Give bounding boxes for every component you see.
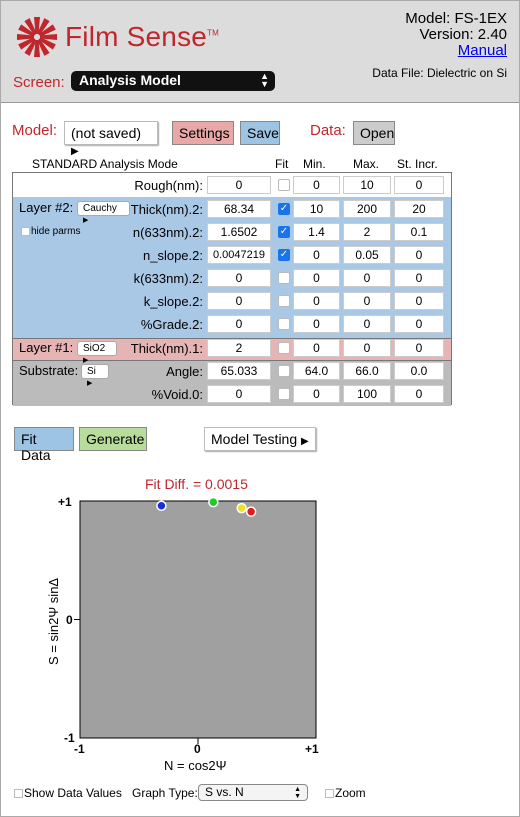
data-point-3 — [247, 507, 256, 516]
min-input-angle[interactable]: 64.0 — [293, 362, 340, 380]
y-tick-mid: 0 — [66, 613, 73, 627]
triangle-right-icon: ▶ — [83, 357, 89, 364]
fit-checkbox-thick1[interactable] — [278, 342, 290, 354]
incr-input-n2[interactable]: 0.1 — [394, 223, 444, 241]
col-min: Min. — [303, 157, 326, 171]
incr-input-thick2[interactable]: 20 — [394, 200, 444, 218]
model-testing-popup[interactable] — [204, 427, 316, 451]
max-input-kslope2[interactable]: 0 — [343, 292, 391, 310]
incr-input-grade2[interactable]: 0 — [394, 315, 444, 333]
row-label-kslope2: k_slope.2: — [143, 294, 203, 309]
trademark: TM — [207, 28, 219, 38]
analysis-mode-title: STANDARD Analysis Mode — [32, 157, 178, 171]
data-label: Data: — [310, 122, 346, 139]
max-input-nslope2[interactable]: 0.05 — [343, 246, 391, 264]
incr-input-k2[interactable]: 0 — [394, 269, 444, 287]
select-arrows-icon: ▲ ▼ — [260, 71, 269, 89]
col-step-increment: St. Incr. — [397, 157, 438, 171]
plot-area — [80, 501, 316, 738]
fit-checkbox-nslope2[interactable]: ✓ — [279, 249, 289, 260]
screen-select-value: Analysis Model — [79, 72, 181, 88]
row-label-n2: n(633nm).2: — [132, 225, 203, 240]
min-input-grade2[interactable]: 0 — [293, 315, 340, 333]
y-tick-bottom: -1 — [64, 731, 75, 745]
min-input-nslope2[interactable]: 0 — [293, 246, 340, 264]
substrate-label: Substrate: — [19, 363, 79, 378]
fit-checkbox-thick2[interactable]: ✓ — [279, 203, 289, 214]
incr-input-kslope2[interactable]: 0 — [394, 292, 444, 310]
triangle-right-icon: ▶ — [83, 217, 89, 224]
min-input-n2[interactable]: 1.4 — [293, 223, 340, 241]
fit-checkbox-kslope2[interactable] — [278, 295, 290, 307]
open-button[interactable]: Open — [353, 121, 395, 145]
y-axis-label: S = sin2Ψ sinΔ — [46, 577, 61, 665]
brand-name — [65, 21, 219, 53]
substrate-material: Si — [87, 366, 96, 377]
film-sense-logo-icon — [15, 15, 59, 59]
settings-button[interactable]: Settings — [172, 121, 234, 145]
x-axis-label: N = cos2Ψ — [164, 758, 227, 773]
value-input-n2[interactable]: 1.6502 — [207, 223, 271, 241]
fit-checkbox-void[interactable] — [278, 388, 290, 400]
value-input-thick2[interactable]: 68.34 — [207, 200, 271, 218]
screen-select[interactable] — [71, 71, 275, 91]
graph-type-select[interactable] — [198, 784, 308, 801]
min-input-thick2[interactable]: 10 — [293, 200, 340, 218]
max-input-angle[interactable]: 66.0 — [343, 362, 391, 380]
row-label-thick2: Thick(nm).2: — [130, 202, 203, 217]
row-label-void: %Void.0: — [151, 387, 203, 402]
min-input-kslope2[interactable]: 0 — [293, 292, 340, 310]
show-data-values-checkbox[interactable] — [14, 789, 23, 798]
show-data-values-option[interactable] — [14, 786, 122, 800]
col-fit: Fit — [275, 157, 289, 171]
row-label-grade2: %Grade.2: — [140, 317, 203, 332]
brand-text: Film Sense — [65, 21, 208, 52]
max-input-n2[interactable]: 2 — [343, 223, 391, 241]
parameter-table — [12, 172, 452, 405]
y-tick-top: +1 — [58, 495, 72, 509]
layer-2-material: Cauchy — [83, 203, 117, 214]
model-label: Model: — [12, 122, 58, 139]
fit-checkbox-n2[interactable]: ✓ — [279, 226, 289, 237]
fit-checkbox-angle[interactable] — [278, 365, 290, 377]
x-tick-mid: 0 — [194, 742, 201, 756]
value-input-rough[interactable]: 0 — [207, 176, 271, 194]
model-popup-button[interactable] — [64, 121, 158, 157]
incr-input-rough[interactable]: 0 — [394, 176, 444, 194]
save-button[interactable]: Save — [240, 121, 280, 145]
graph-type-label: Graph Type: — [132, 786, 198, 800]
hide-parms-label: hide parms — [31, 226, 81, 237]
row-label-angle: Angle: — [166, 364, 203, 379]
data-file-label: Data File: Dielectric on Si — [372, 66, 507, 80]
layer-1-label: Layer #1: — [19, 340, 74, 355]
zoom-label: Zoom — [335, 786, 366, 800]
max-input-rough[interactable]: 10 — [343, 176, 391, 194]
screen-label: Screen: — [13, 74, 65, 91]
manual-link[interactable]: Manual — [457, 42, 507, 59]
incr-input-nslope2[interactable]: 0 — [394, 246, 444, 264]
show-data-values-label: Show Data Values — [24, 786, 122, 800]
fit-checkbox-k2[interactable] — [278, 272, 290, 284]
hide-parms-checkbox[interactable] — [21, 227, 30, 236]
hide-parms-option[interactable] — [21, 226, 80, 237]
fit-data-button[interactable]: Fit Data — [14, 427, 74, 451]
fit-checkbox-rough[interactable] — [278, 179, 290, 191]
incr-input-thick1[interactable]: 0 — [394, 339, 444, 357]
data-point-2 — [237, 504, 246, 513]
max-input-thick2[interactable]: 200 — [343, 200, 391, 218]
min-input-k2[interactable]: 0 — [293, 269, 340, 287]
model-popup-value: (not saved) — [71, 125, 142, 141]
row-label-k2: k(633nm).2: — [133, 271, 203, 286]
header-info — [372, 11, 507, 81]
min-input-thick1[interactable]: 0 — [293, 339, 340, 357]
value-input-angle[interactable]: 65.033 — [207, 362, 271, 380]
x-tick-right: +1 — [305, 742, 319, 756]
triangle-right-icon: ▶ — [87, 380, 93, 387]
col-max: Max. — [353, 157, 380, 171]
version-label: Version: 2.40 — [419, 26, 507, 43]
value-input-kslope2[interactable]: 0 — [207, 292, 271, 310]
x-tick-left: -1 — [74, 742, 85, 756]
s-vs-n-plot — [0, 490, 520, 790]
triangle-right-icon: ▶ — [71, 146, 79, 157]
zoom-option[interactable] — [325, 786, 366, 800]
max-input-grade2[interactable]: 0 — [343, 315, 391, 333]
fit-checkbox-grade2[interactable] — [278, 318, 290, 330]
model-testing-label: Model Testing — [211, 431, 298, 447]
generate-button[interactable]: Generate — [79, 427, 147, 451]
select-arrows-icon: ▲ ▼ — [294, 786, 301, 800]
model-id: Model: FS-1EX — [405, 10, 507, 27]
value-input-grade2[interactable]: 0 — [207, 315, 271, 333]
value-input-thick1[interactable]: 2 — [207, 339, 271, 357]
value-input-void[interactable]: 0 — [207, 385, 271, 403]
incr-input-void[interactable]: 0 — [394, 385, 444, 403]
min-input-rough[interactable]: 0 — [293, 176, 340, 194]
value-input-nslope2[interactable]: 0.0047219 — [207, 246, 271, 264]
row-label-thick1: Thick(nm).1: — [130, 341, 203, 356]
row-label-rough: Rough(nm): — [134, 178, 203, 193]
max-input-k2[interactable]: 0 — [343, 269, 391, 287]
zoom-checkbox[interactable] — [325, 789, 334, 798]
incr-input-angle[interactable]: 0.0 — [394, 362, 444, 380]
fit-diff-label: Fit Diff. = 0.0015 — [145, 476, 248, 492]
data-point-1 — [209, 498, 218, 507]
triangle-right-icon: ▶ — [301, 436, 309, 447]
row-label-nslope2: n_slope.2: — [143, 248, 203, 263]
min-input-void[interactable]: 0 — [293, 385, 340, 403]
graph-type-value: S vs. N — [205, 785, 244, 799]
value-input-k2[interactable]: 0 — [207, 269, 271, 287]
data-point-0 — [157, 501, 166, 510]
max-input-void[interactable]: 100 — [343, 385, 391, 403]
max-input-thick1[interactable]: 0 — [343, 339, 391, 357]
layer-2-label: Layer #2: — [19, 200, 74, 215]
layer-1-material: SiO2 — [83, 343, 106, 354]
header — [1, 1, 519, 103]
